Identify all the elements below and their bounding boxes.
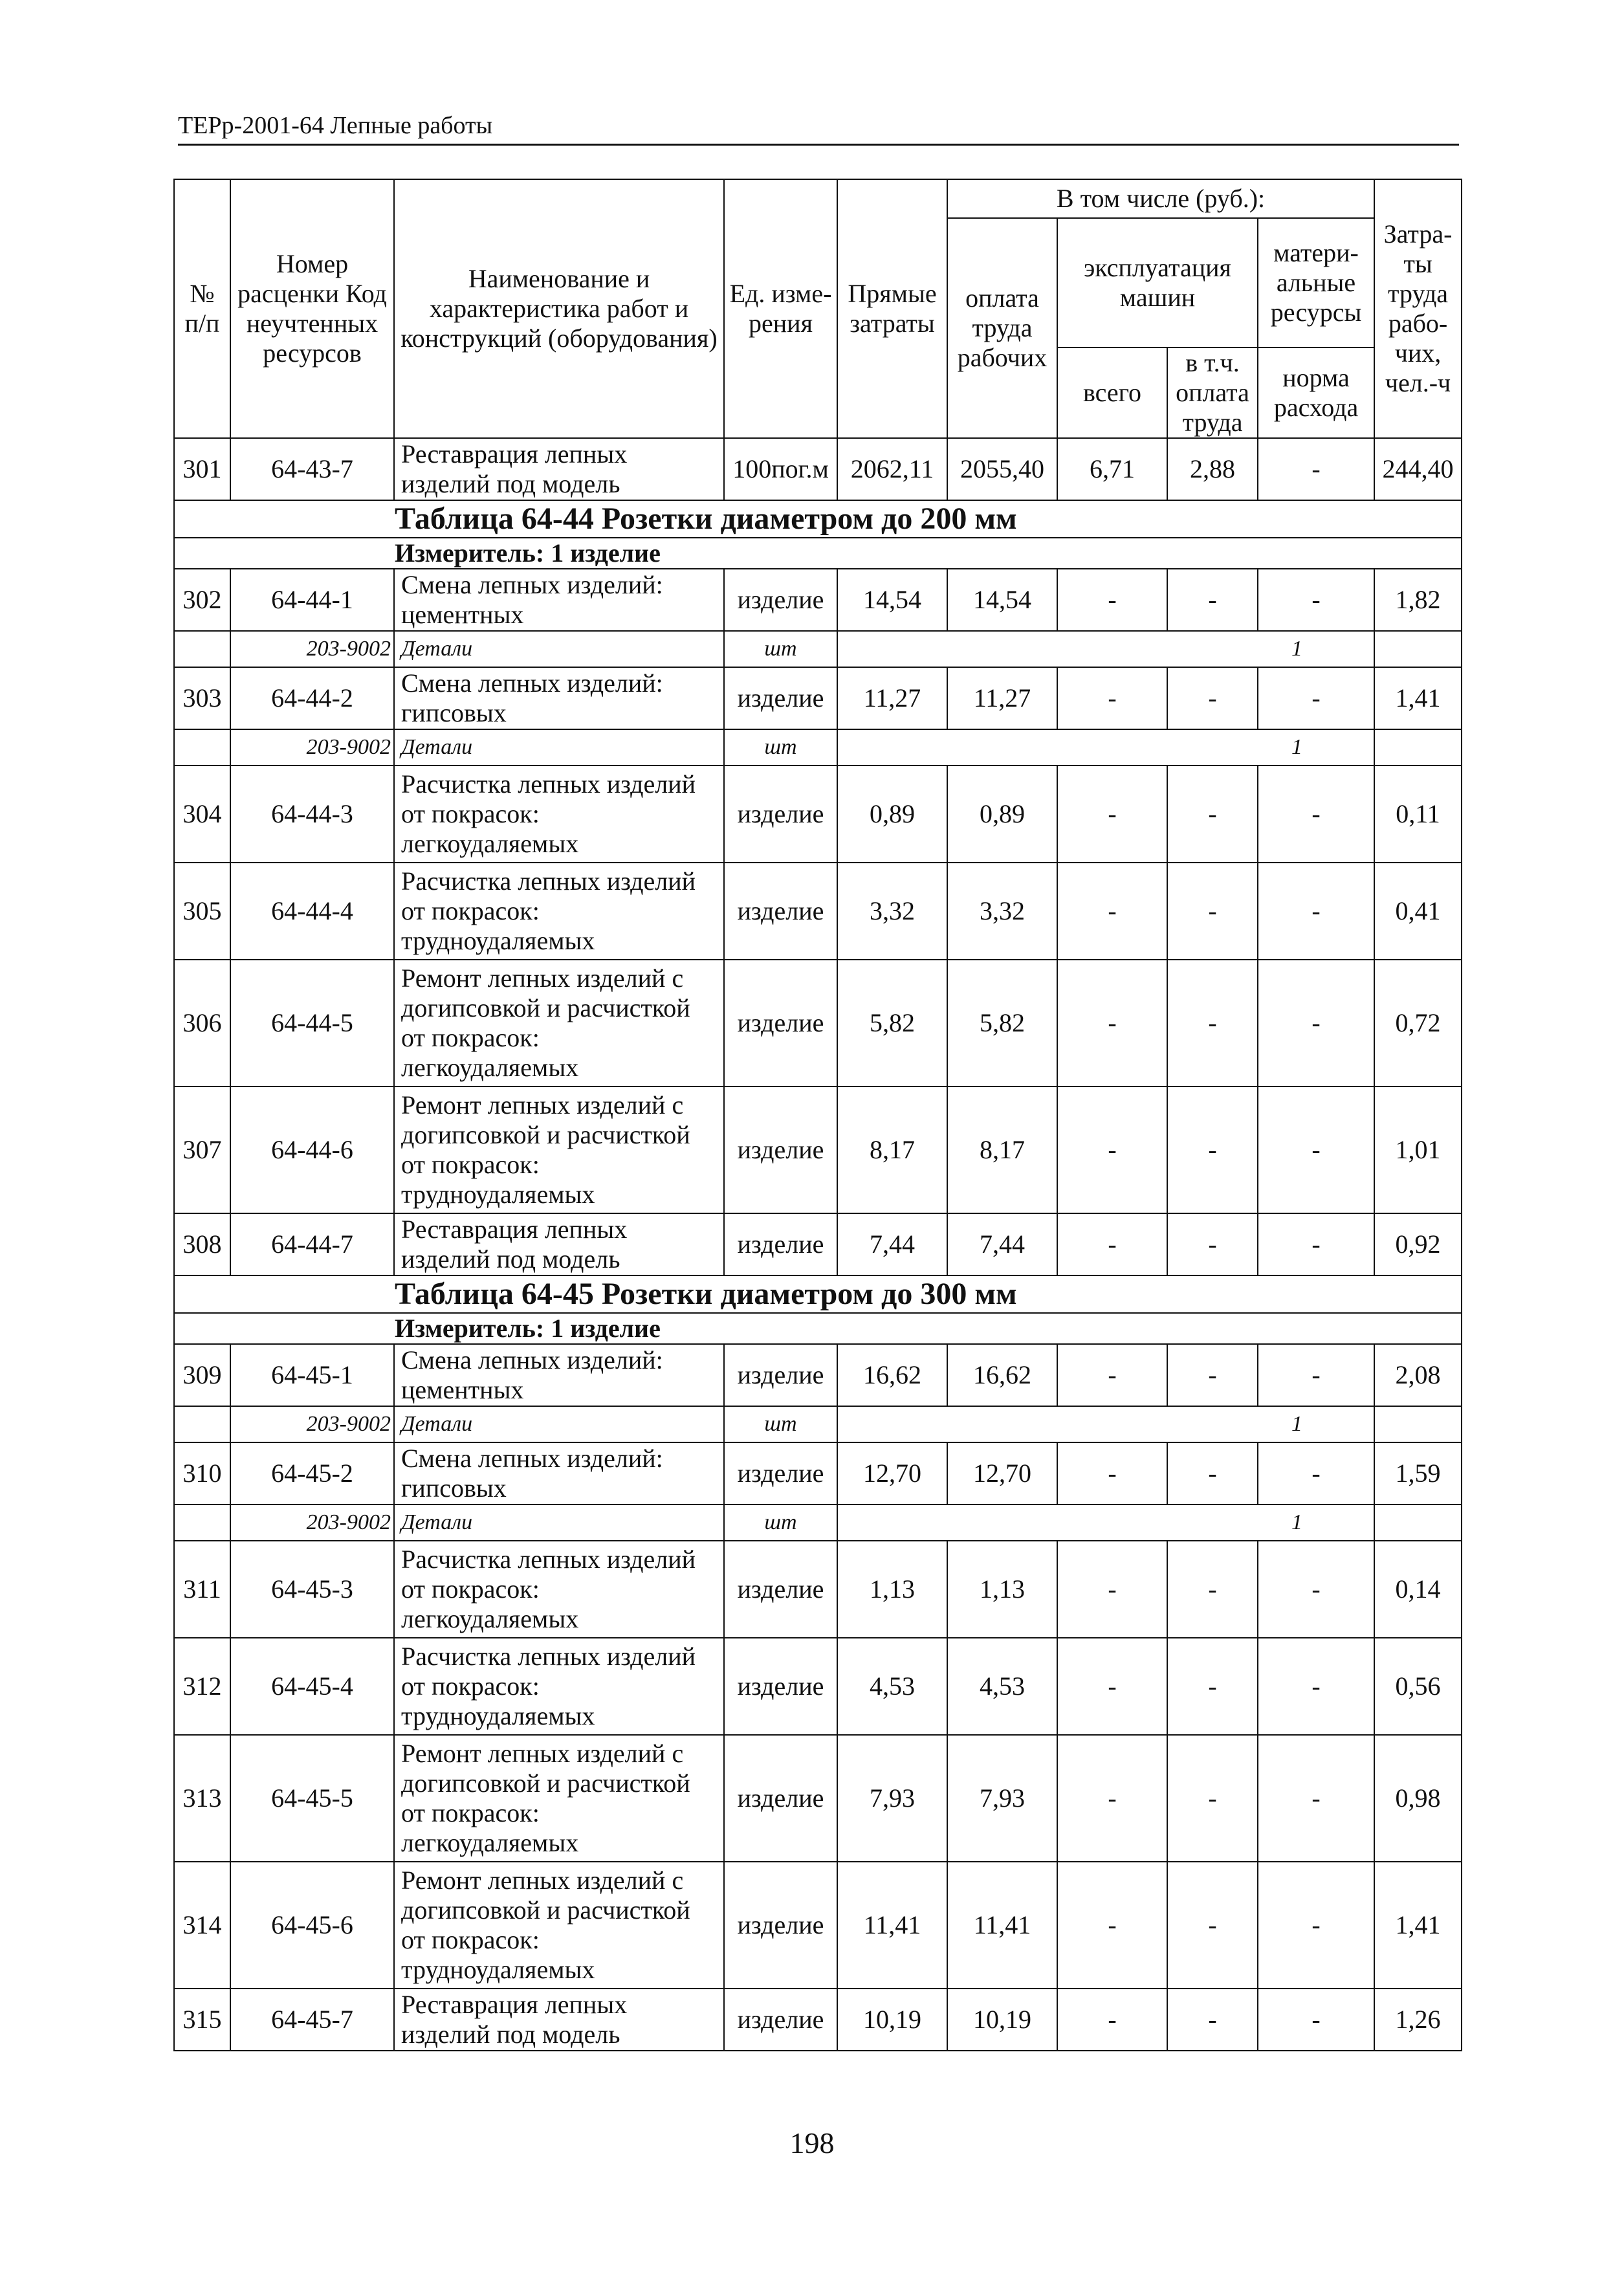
meter-row	[174, 538, 1462, 569]
resource-unit: шт	[724, 729, 837, 766]
machines-labor-pay: -	[1167, 766, 1258, 863]
meter-label: Измеритель: 1 изделие	[174, 538, 1462, 569]
direct-costs: 12,70	[837, 1442, 947, 1505]
resource-empty-cell	[174, 1406, 230, 1442]
machines-total: -	[1057, 1989, 1167, 2051]
table-row	[174, 1344, 1462, 1406]
machines-total: -	[1057, 1862, 1167, 1989]
row-number: 312	[174, 1638, 230, 1735]
direct-costs: 16,62	[837, 1344, 947, 1406]
meter-label: Измеритель: 1 изделие	[174, 1313, 1462, 1344]
machines-total: -	[1057, 1213, 1167, 1275]
row-number: 309	[174, 1344, 230, 1406]
resource-code: 203-9002	[230, 631, 394, 667]
row-number: 306	[174, 960, 230, 1086]
table-row	[174, 438, 1462, 500]
resource-name: Детали	[394, 631, 724, 667]
machines-total: -	[1057, 1541, 1167, 1638]
work-name: Расчистка лепных изделий от покрасок: трудноудаляемых	[394, 863, 724, 960]
labor-hours: 1,01	[1374, 1086, 1462, 1213]
materials: -	[1258, 1638, 1374, 1735]
unit: изделие	[724, 1344, 837, 1406]
rate-code: 64-44-6	[230, 1086, 394, 1213]
resource-empty-cell	[174, 631, 230, 667]
col-machines-labor-header: в т.ч. оплата труда	[1167, 347, 1258, 438]
resource-name: Детали	[394, 1406, 724, 1442]
resource-code: 203-9002	[230, 729, 394, 766]
table-row	[174, 1989, 1462, 2051]
labor-hours: 0,41	[1374, 863, 1462, 960]
direct-costs: 1,13	[837, 1541, 947, 1638]
materials: -	[1258, 569, 1374, 631]
resource-row	[174, 729, 1462, 766]
work-name: Ремонт лепных изделий с догипсовкой и расчисткой от покрасок: легкоудаляемых	[394, 960, 724, 1086]
table-row	[174, 667, 1462, 729]
work-name: Реставрация лепных изделий под модель	[394, 1989, 724, 2051]
materials: -	[1258, 1541, 1374, 1638]
labor-pay: 10,19	[947, 1989, 1057, 2051]
materials: -	[1258, 1344, 1374, 1406]
machines-total: -	[1057, 960, 1167, 1086]
machines-labor-pay: -	[1167, 1989, 1258, 2051]
materials: -	[1258, 1442, 1374, 1505]
machines-labor-pay: -	[1167, 1442, 1258, 1505]
row-number: 313	[174, 1735, 230, 1862]
page-number: 198	[789, 2126, 835, 2159]
labor-pay: 8,17	[947, 1086, 1057, 1213]
machines-labor-pay: -	[1167, 569, 1258, 631]
work-name: Смена лепных изделий: цементных	[394, 569, 724, 631]
table-row	[174, 863, 1462, 960]
rate-code: 64-45-4	[230, 1638, 394, 1735]
resource-code: 203-9002	[230, 1505, 394, 1541]
unit: изделие	[724, 1213, 837, 1275]
unit: изделие	[724, 960, 837, 1086]
direct-costs: 0,89	[837, 766, 947, 863]
rate-code: 64-45-5	[230, 1735, 394, 1862]
machines-labor-pay: -	[1167, 1638, 1258, 1735]
unit: изделие	[724, 569, 837, 631]
direct-costs: 11,27	[837, 667, 947, 729]
work-name: Реставрация лепных изделий под модель	[394, 1213, 724, 1275]
work-name: Смена лепных изделий: гипсовых	[394, 667, 724, 729]
unit: изделие	[724, 1735, 837, 1862]
unit: изделие	[724, 1862, 837, 1989]
row-number: 315	[174, 1989, 230, 2051]
direct-costs: 14,54	[837, 569, 947, 631]
row-number: 310	[174, 1442, 230, 1505]
work-name: Смена лепных изделий: гипсовых	[394, 1442, 724, 1505]
materials: -	[1258, 438, 1374, 500]
labor-hours: 0,98	[1374, 1735, 1462, 1862]
labor-hours: 2,08	[1374, 1344, 1462, 1406]
machines-labor-pay: -	[1167, 960, 1258, 1086]
unit: 100пог.м	[724, 438, 837, 500]
direct-costs: 2062,11	[837, 438, 947, 500]
resource-empty-cell	[1374, 729, 1462, 766]
table-row	[174, 1862, 1462, 1989]
row-number: 301	[174, 438, 230, 500]
rate-code: 64-43-7	[230, 438, 394, 500]
machines-labor-pay: 2,88	[1167, 438, 1258, 500]
row-number: 311	[174, 1541, 230, 1638]
materials: -	[1258, 1735, 1374, 1862]
table-row	[174, 1442, 1462, 1505]
row-number: 307	[174, 1086, 230, 1213]
unit: изделие	[724, 1989, 837, 2051]
labor-pay: 16,62	[947, 1344, 1057, 1406]
resource-empty-cell	[1374, 631, 1462, 667]
labor-pay: 7,44	[947, 1213, 1057, 1275]
work-name: Смена лепных изделий: цементных	[394, 1344, 724, 1406]
machines-total: -	[1057, 1638, 1167, 1735]
materials: -	[1258, 960, 1374, 1086]
labor-hours: 1,26	[1374, 1989, 1462, 2051]
labor-pay: 12,70	[947, 1442, 1057, 1505]
table-title: Таблица 64-45 Розетки диаметром до 300 мм	[174, 1275, 1462, 1313]
running-header: ТЕРр-2001-64 Лепные работы	[178, 111, 1459, 146]
resource-row	[174, 1505, 1462, 1541]
materials: -	[1258, 863, 1374, 960]
work-name: Реставрация лепных изделий под модель	[394, 438, 724, 500]
materials: -	[1258, 1086, 1374, 1213]
col-materials-norm-header: норма расхода	[1258, 347, 1374, 438]
direct-costs: 5,82	[837, 960, 947, 1086]
direct-costs: 8,17	[837, 1086, 947, 1213]
col-group-header: В том числе (руб.):	[947, 179, 1374, 218]
col-materials-header: матери-альные ресурсы	[1258, 218, 1374, 347]
labor-pay: 1,13	[947, 1541, 1057, 1638]
labor-hours: 0,92	[1374, 1213, 1462, 1275]
labor-pay: 7,93	[947, 1735, 1057, 1862]
labor-hours: 1,59	[1374, 1442, 1462, 1505]
machines-total: -	[1057, 1442, 1167, 1505]
machines-labor-pay: -	[1167, 1344, 1258, 1406]
resource-name: Детали	[394, 729, 724, 766]
labor-hours: 0,72	[1374, 960, 1462, 1086]
labor-pay: 14,54	[947, 569, 1057, 631]
unit: изделие	[724, 766, 837, 863]
machines-total: -	[1057, 1735, 1167, 1862]
col-num-header: № п/п	[174, 179, 230, 438]
work-name: Ремонт лепных изделий с догипсовкой и расчисткой от покрасок: легкоудаляемых	[394, 1735, 724, 1862]
row-number: 304	[174, 766, 230, 863]
machines-labor-pay: -	[1167, 1086, 1258, 1213]
resource-code: 203-9002	[230, 1406, 394, 1442]
machines-total: -	[1057, 667, 1167, 729]
row-number: 314	[174, 1862, 230, 1989]
resource-name: Детали	[394, 1505, 724, 1541]
table-row	[174, 1735, 1462, 1862]
table-row	[174, 766, 1462, 863]
labor-pay: 5,82	[947, 960, 1057, 1086]
col-machines-header: эксплуатация машин	[1057, 218, 1258, 347]
labor-hours: 0,11	[1374, 766, 1462, 863]
labor-pay: 2055,40	[947, 438, 1057, 500]
machines-labor-pay: -	[1167, 667, 1258, 729]
labor-hours: 1,82	[1374, 569, 1462, 631]
row-number: 308	[174, 1213, 230, 1275]
table-title-row	[174, 500, 1462, 538]
materials: -	[1258, 766, 1374, 863]
machines-labor-pay: -	[1167, 1541, 1258, 1638]
table-row	[174, 1638, 1462, 1735]
unit: изделие	[724, 1086, 837, 1213]
row-number: 303	[174, 667, 230, 729]
table-title-row	[174, 1275, 1462, 1313]
direct-costs: 7,44	[837, 1213, 947, 1275]
machines-total: -	[1057, 863, 1167, 960]
resource-row	[174, 631, 1462, 667]
row-number: 305	[174, 863, 230, 960]
labor-pay: 3,32	[947, 863, 1057, 960]
unit: изделие	[724, 1442, 837, 1505]
col-labor-pay-header: оплата труда рабочих	[947, 218, 1057, 438]
rate-code: 64-44-2	[230, 667, 394, 729]
resource-unit: шт	[724, 1406, 837, 1442]
machines-labor-pay: -	[1167, 1735, 1258, 1862]
table-row	[174, 1086, 1462, 1213]
rate-code: 64-45-7	[230, 1989, 394, 2051]
machines-labor-pay: -	[1167, 863, 1258, 960]
materials: -	[1258, 667, 1374, 729]
labor-pay: 11,27	[947, 667, 1057, 729]
direct-costs: 4,53	[837, 1638, 947, 1735]
resource-qty: 1	[837, 1406, 1374, 1442]
machines-total: -	[1057, 1344, 1167, 1406]
labor-hours: 0,56	[1374, 1638, 1462, 1735]
resource-empty-cell	[174, 729, 230, 766]
col-name-header: Наименование и характеристика работ и конструкций (оборудования)	[394, 179, 724, 438]
labor-hours: 244,40	[1374, 438, 1462, 500]
col-direct-header: Прямые затраты	[837, 179, 947, 438]
work-name: Ремонт лепных изделий с догипсовкой и расчисткой от покрасок: трудноудаляемых	[394, 1086, 724, 1213]
unit: изделие	[724, 1638, 837, 1735]
work-name: Расчистка лепных изделий от покрасок: легкоудаляемых	[394, 766, 724, 863]
machines-labor-pay: -	[1167, 1213, 1258, 1275]
table-row	[174, 569, 1462, 631]
labor-pay: 0,89	[947, 766, 1057, 863]
table-row	[174, 1541, 1462, 1638]
rate-code: 64-44-7	[230, 1213, 394, 1275]
direct-costs: 10,19	[837, 1989, 947, 2051]
resource-empty-cell	[174, 1505, 230, 1541]
resource-empty-cell	[1374, 1406, 1462, 1442]
materials: -	[1258, 1213, 1374, 1275]
labor-hours: 0,14	[1374, 1541, 1462, 1638]
labor-pay: 11,41	[947, 1862, 1057, 1989]
table-row	[174, 1213, 1462, 1275]
rate-code: 64-45-2	[230, 1442, 394, 1505]
unit: изделие	[724, 1541, 837, 1638]
resource-unit: шт	[724, 631, 837, 667]
direct-costs: 11,41	[837, 1862, 947, 1989]
direct-costs: 7,93	[837, 1735, 947, 1862]
resource-row	[174, 1406, 1462, 1442]
labor-hours: 1,41	[1374, 667, 1462, 729]
machines-total: -	[1057, 766, 1167, 863]
col-machines-total-header: всего	[1057, 347, 1167, 438]
rate-code: 64-44-3	[230, 766, 394, 863]
resource-empty-cell	[1374, 1505, 1462, 1541]
rate-code: 64-44-1	[230, 569, 394, 631]
resource-qty: 1	[837, 729, 1374, 766]
resource-qty: 1	[837, 1505, 1374, 1541]
direct-costs: 3,32	[837, 863, 947, 960]
rate-code: 64-44-4	[230, 863, 394, 960]
materials: -	[1258, 1862, 1374, 1989]
machines-total: -	[1057, 1086, 1167, 1213]
table-row	[174, 960, 1462, 1086]
col-code-header: Номер расценки Код неучтенных ресурсов	[230, 179, 394, 438]
machines-labor-pay: -	[1167, 1862, 1258, 1989]
unit: изделие	[724, 667, 837, 729]
rate-code: 64-45-6	[230, 1862, 394, 1989]
labor-hours: 1,41	[1374, 1862, 1462, 1989]
resource-qty: 1	[837, 631, 1374, 667]
table-title: Таблица 64-44 Розетки диаметром до 200 мм	[174, 500, 1462, 538]
work-name: Расчистка лепных изделий от покрасок: легкоудаляемых	[394, 1541, 724, 1638]
unit: изделие	[724, 863, 837, 960]
work-name: Ремонт лепных изделий с догипсовкой и расчисткой от покрасок: трудноудаляемых	[394, 1862, 724, 1989]
table-body	[174, 438, 1462, 2051]
rate-code: 64-44-5	[230, 960, 394, 1086]
resource-unit: шт	[724, 1505, 837, 1541]
rates-table	[173, 179, 1462, 2051]
work-name: Расчистка лепных изделий от покрасок: трудноудаляемых	[394, 1638, 724, 1735]
machines-total: 6,71	[1057, 438, 1167, 500]
rate-code: 64-45-1	[230, 1344, 394, 1406]
row-number: 302	[174, 569, 230, 631]
col-unit-header: Ед. изме-рения	[724, 179, 837, 438]
labor-pay: 4,53	[947, 1638, 1057, 1735]
materials: -	[1258, 1989, 1374, 2051]
machines-total: -	[1057, 569, 1167, 631]
rate-code: 64-45-3	[230, 1541, 394, 1638]
meter-row	[174, 1313, 1462, 1344]
table-header	[174, 179, 1462, 438]
col-labor-cost-header: Затра-ты труда рабо-чих, чел.-ч	[1374, 179, 1462, 438]
